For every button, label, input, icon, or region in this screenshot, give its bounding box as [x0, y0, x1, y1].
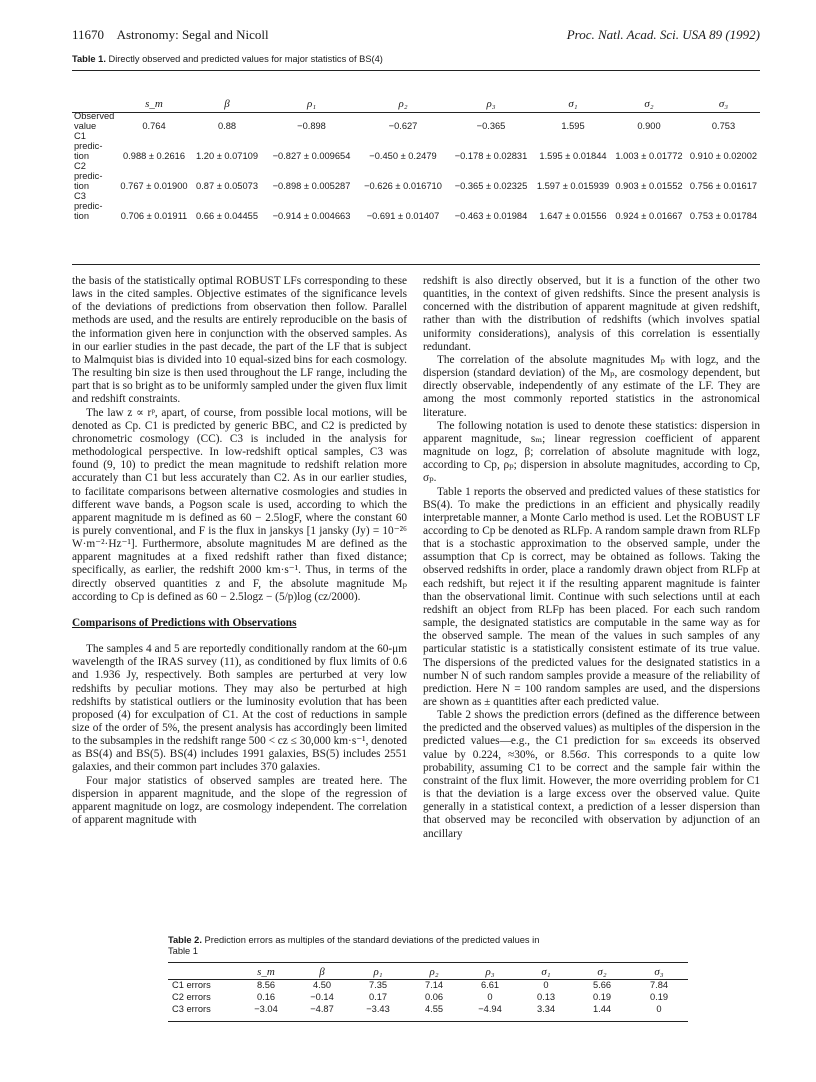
table2-header-row — [168, 964, 688, 979]
table1-cell: 0.753 — [711, 121, 736, 131]
table2-cell: 0 — [656, 1004, 662, 1014]
table1-cell: 0.910 ± 0.02002 — [689, 151, 758, 161]
table1-caption-label: Table 1. — [72, 54, 106, 64]
table1-row-label — [72, 161, 118, 191]
row-label-line: tion — [74, 151, 89, 161]
table2 — [168, 964, 688, 1015]
table2-cell: 7.14 — [424, 980, 444, 990]
row-label-line: tion — [74, 181, 89, 191]
table1-top-rule — [72, 70, 760, 71]
table2-col-header: σ₁ — [541, 965, 551, 978]
table1-cell: 0.66 ± 0.04455 — [196, 211, 258, 221]
table1-caption-text: Directly observed and predicted values for major statistics of BS(4) — [108, 54, 383, 64]
table2-cell: 0.06 — [424, 992, 444, 1002]
table1-row-label — [72, 131, 118, 161]
section-heading: Comparisons of Predictions with Observations — [72, 616, 297, 629]
table1-col-header: ρ₂ — [398, 98, 408, 110]
table2-cell: 0.13 — [536, 992, 556, 1002]
table2-col-header: ρ₃ — [485, 965, 495, 978]
table1-cell: −0.365 — [476, 121, 506, 131]
right-paragraph-1: redshift is also directly observed, but it is a function of the other two quantities, in the context of given redshifts. Since the present analysis is concerned with the distribution of apparent magnitude at given redshift, rather than with the distribution of redshifts (which involves spatial uniformity considerations), analysis of this correlation is essentially redundant. — [423, 275, 760, 353]
table2-cell: 7.84 — [649, 980, 669, 990]
table1-cell: 0.767 ± 0.01900 — [120, 181, 188, 191]
table1-row — [72, 111, 760, 131]
row-label-line: tion — [74, 211, 89, 221]
table2-row — [168, 979, 688, 991]
table1-cell: −0.898 ± 0.005287 — [272, 181, 351, 191]
table1-cell: 1.20 ± 0.07109 — [196, 151, 258, 161]
table1-cell: 0.706 ± 0.01911 — [120, 211, 188, 221]
table2-cell: 1.44 — [592, 1004, 612, 1014]
row-label-line: C3 — [74, 191, 86, 201]
row-label-line: predic- — [74, 201, 103, 211]
table1-cell: 0.903 ± 0.01552 — [615, 181, 683, 191]
row-label-line: predic- — [74, 171, 103, 181]
table2-cell: 8.56 — [256, 980, 276, 990]
table1 — [72, 97, 760, 221]
left-paragraph-4: Four major statistics of observed samples are treated here. The dispersion in apparent magnitude, and the slope of the regression of apparent magnitude on logz, are cosmology independent. The correlation of apparent magnitude with — [72, 774, 407, 827]
table2-caption — [168, 935, 688, 957]
left-paragraph-2: The law z ∝ rᵖ, apart, of course, from possible local motions, will be denoted as Cp. C1 is predicted by generic BBC, and C2 is predicted by chronometric cosmology (CC). C3 is included in the analysis for methodological perspective. In low-redshift optical samples, C3 was found (9, 10) to predict the mean magnitude to redshift relation more accurately than C1 but less accurately than C2. As in our earlier studies, to facilitate comparisons between alternative cosmologies and studies in different wave bands, a Pogson scale is used, according to which the apparent magnitude m is defined as 60 − 2.5logF, where the constant 60 is purely conventional, and F is the flux in janskys [1 jansky (Jy) = 10⁻²⁶ W·m⁻²·Hz⁻¹]. Furthermore, absolute magnitudes M are defined as the apparent magnitudes at a fixed redshift rather than fixed distance; specifically, as earlier, the redshift 2000 km·s⁻¹. Thus, in terms of the directly observed quantities z and F, the absolute magnitude Mₚ according to Cp is defined as 60 − 2.5logz − (5/p)log (cz/2000). — [72, 406, 407, 603]
table1-row-label — [72, 111, 118, 131]
row-label-line: Observed — [74, 111, 115, 121]
left-column — [72, 275, 407, 827]
table2-caption-text: Prediction errors as multiples of the standard deviations of the predicted values in — [204, 935, 540, 945]
table2-col-header: s_m — [257, 965, 275, 978]
table2-cell: 0.16 — [256, 992, 276, 1002]
journal-citation: Proc. Natl. Acad. Sci. USA 89 (1992) — [566, 27, 760, 42]
left-paragraph-1: the basis of the statistically optimal ROBUST LFs corresponding to these laws in the cited samples. Objective estimates of the significance levels of the deviations of predictions from observation then follow. Parallel methods are used, and the results are entirely reproducible on the basis of the information given here in conjunction with the observed samples. As in our earlier studies in the past decade, the part of the LF that is subject to Malmquist bias is divided into 10 equal-sized bins for each cosmology. The resulting bin size is then used throughout the LF range, including the part that is so bright as to be uniformly sampled under the given flux limit and redshift constraints. — [72, 275, 407, 406]
right-paragraph-5: Table 2 shows the prediction errors (defined as the difference between the predicted and the observed values) as multiples of the dispersion in the predicted values—e.g., the C1 prediction for sₘ exceeds its observed value by 0.224, ≈30%, or 8.56σ. This corresponds to a quite low probability, assuming C1 to be correct and the sample fair within the constraint of the flux limit. However, the more overriding problem for C1 is that the deviation is a large excess over the observed value. Quite generally in a statistical context, a prediction of a lesser dispersion than that observed may be reconciled with observation by adjunction of an ancillary — [423, 709, 760, 840]
table2-row — [168, 1003, 688, 1015]
table2-bottom-rule — [168, 1021, 688, 1022]
table2-cell: 4.50 — [312, 980, 332, 990]
table2-cell: −4.94 — [478, 1004, 502, 1014]
right-paragraph-3: The following notation is used to denote these statistics: dispersion in apparent magnitude, sₘ; linear regression coefficient of apparent magnitude on logz, β; correlation of absolute magnitude with logz, according to Cp, ρₚ; dispersion in absolute magnitudes, according to Cp, σₚ. — [423, 419, 760, 485]
table1-col-header: ρ₃ — [486, 98, 496, 110]
table1-cell: −0.450 ± 0.2479 — [369, 151, 437, 161]
table2-cell: −3.43 — [366, 1004, 390, 1014]
table1-bottom-rule — [72, 264, 760, 265]
row-label-line: predic- — [74, 141, 103, 151]
header-left — [72, 27, 269, 43]
page-number: 11670 — [72, 27, 105, 42]
table1-cell: −0.691 ± 0.01407 — [366, 211, 440, 221]
table1-cell: 0.900 — [637, 121, 661, 131]
table1-cell: 0.764 — [142, 121, 166, 131]
table1-cell: 1.003 ± 0.01772 — [615, 151, 683, 161]
table1-row-label — [72, 191, 118, 221]
table2-col-header: ρ₁ — [373, 965, 383, 978]
table2-col-header: ρ₂ — [429, 965, 439, 978]
table1-row — [72, 191, 760, 221]
table1-row — [72, 131, 760, 161]
table2-cell: −0.14 — [310, 992, 334, 1002]
table2-row-label: C3 errors — [172, 1004, 211, 1014]
row-label-line: C2 — [74, 161, 86, 171]
table1-cell: 1.595 ± 0.01844 — [539, 151, 607, 161]
table1-cell: −0.898 — [297, 121, 326, 131]
table2-cell: 0 — [487, 992, 493, 1002]
table1-cell: −0.463 ± 0.01984 — [454, 211, 528, 221]
table1-col-header: ρ₁ — [306, 98, 317, 110]
table2-cell: 0.19 — [592, 992, 612, 1002]
table1-row — [72, 161, 760, 191]
table2-header-rule — [168, 979, 688, 980]
table1-cell: 0.924 ± 0.01667 — [615, 211, 683, 221]
table2-corner — [168, 964, 238, 979]
table1-col-header: σ₃ — [718, 98, 729, 110]
table1-caption — [72, 54, 383, 65]
table1-header-row — [72, 97, 760, 111]
table2-row — [168, 991, 688, 1003]
table1-cell: −0.827 ± 0.009654 — [272, 151, 351, 161]
right-column — [423, 275, 760, 841]
right-paragraph-2: The correlation of the absolute magnitudes Mₚ with logz, and the dispersion (standard deviation) of the Mₚ, are cosmology dependent, but directly observable, independently of any estimate of the LF. They are among the most commonly reported statistics in the astronomical literature. — [423, 353, 760, 419]
table1-col-header: β — [224, 98, 230, 110]
table2-cell: 5.66 — [592, 980, 612, 990]
table2-row-label: C2 errors — [172, 992, 211, 1002]
table1-cell: −0.178 ± 0.02831 — [454, 151, 528, 161]
table1-cell: −0.914 ± 0.004663 — [272, 211, 351, 221]
table1-cell: −0.627 — [388, 121, 418, 131]
table2-cell: 0 — [543, 980, 549, 990]
table2-col-header: β — [319, 965, 325, 978]
table1-cell: 0.88 — [217, 121, 237, 131]
table1-cell: 1.595 — [561, 121, 585, 131]
table2-cell: 4.55 — [424, 1004, 444, 1014]
table1-cell: 1.597 ± 0.015939 — [536, 181, 610, 191]
table2-cell: 7.35 — [368, 980, 388, 990]
table2-caption-label: Table 2. — [168, 935, 202, 945]
table1-cell: 0.87 ± 0.05073 — [196, 181, 258, 191]
table1-corner — [72, 97, 118, 111]
table2-top-rule — [168, 962, 688, 963]
table2-cell: 6.61 — [480, 980, 500, 990]
table1-cell: −0.365 ± 0.02325 — [454, 181, 528, 191]
row-label-line: value — [74, 121, 97, 131]
table2-cell: 0.19 — [649, 992, 669, 1002]
running-title: Astronomy: Segal and Nicoll — [116, 27, 269, 42]
row-label-line: C1 — [74, 131, 86, 141]
table1-header-rule — [72, 112, 760, 113]
table2-cell: −4.87 — [310, 1004, 334, 1014]
table1-col-header: s_m — [145, 98, 163, 110]
table2-cell: 0.17 — [368, 992, 388, 1002]
table1-cell: 0.753 ± 0.01784 — [689, 211, 758, 221]
table1-col-header: σ₂ — [644, 98, 654, 110]
table2-cell: 3.34 — [536, 1004, 556, 1014]
running-header — [72, 27, 760, 43]
table1-cell: 0.988 ± 0.2616 — [123, 151, 185, 161]
table2-row-label: C1 errors — [172, 980, 211, 990]
right-paragraph-4: Table 1 reports the observed and predicted values of these statistics for BS(4). To make the predictions in an efficient and physically readily interpretable manner, a Monte Carlo method is used. Let the ROBUST LF according to Cp be denoted as RLFp. A random sample drawn from RLFp that is a stochastic approximation to the observed sample, under the assumption that Cp is correct, may be obtained as follows. Taking the observed redshifts in order, place a randomly drawn object from RLFp at each redshift, but reject it if the resulting apparent magnitude is fainter than the observational limit. Continue with such selections until at each redshift an object from RLFp has been placed. For each such random sample, the designated statistics are computable in the same way as for the observed sample. The mean of the values in such samples of any particular statistic is a statistically consistent estimate of its true value. The dispersions of the predicted values for the designated statistics in a number N of such random samples provide a measure of the reliability of prediction. Here N = 100 random samples are used, and the dispersions are shown as ± quantities after each predicted value. — [423, 485, 760, 708]
table2-caption-text-2: Table 1 — [168, 946, 198, 956]
table2-col-header: σ₃ — [654, 965, 664, 978]
table1-cell: 1.647 ± 0.01556 — [539, 211, 607, 221]
left-paragraph-3: The samples 4 and 5 are reportedly conditionally random at the 60-μm wavelength of the IRAS survey (11), as conditioned by flux limits of 0.6 and 1.936 Jy, respectively. Both samples are perturbed at very low redshifts by peculiar motions. They may also be perturbed at high redshifts by statistical outliers or the luminosity evolution that has been proposed (4) for exculpation of C1. At the cost of reductions in sample size of the order of 5%, the present analysis has accordingly been limited to the subsamples in the redshift range 500 < cz ≤ 30,000 km·s⁻¹, denoted as BS(4) and BS(5). BS(4) includes 1991 galaxies, BS(5) includes 2551 galaxies, and their common part includes 370 galaxies. — [72, 643, 407, 774]
table1-cell: 0.756 ± 0.01617 — [689, 181, 758, 191]
table1-col-header: σ₁ — [568, 98, 578, 110]
table1-cell: −0.626 ± 0.016710 — [364, 181, 442, 191]
table2-col-header: σ₂ — [597, 965, 607, 978]
table2-cell: −3.04 — [254, 1004, 278, 1014]
